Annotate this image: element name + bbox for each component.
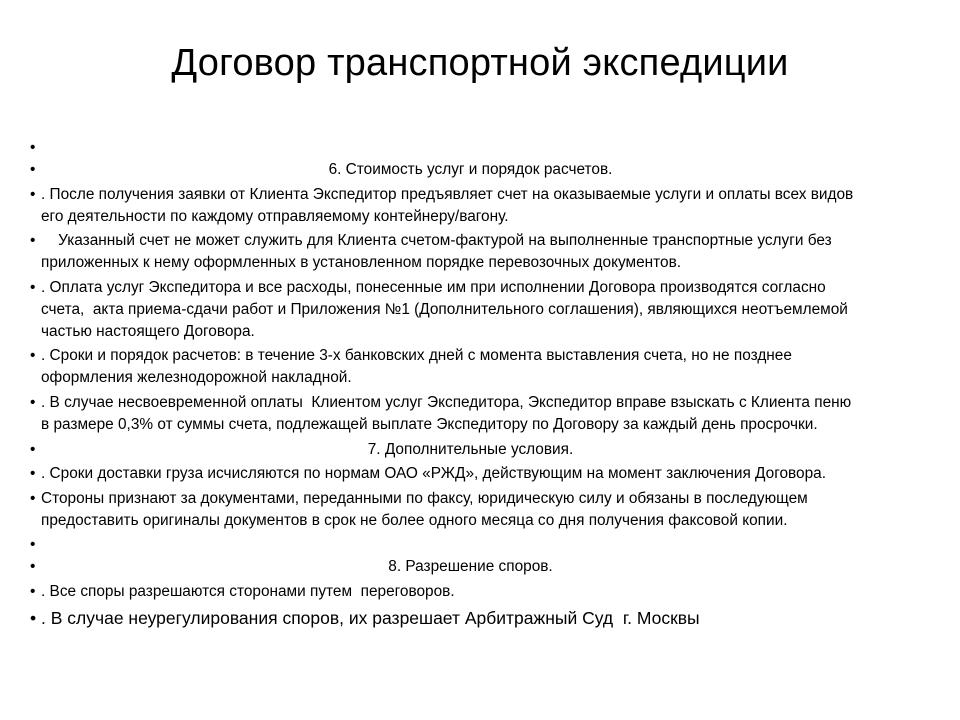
bullet-marker: • xyxy=(30,278,36,296)
list-item xyxy=(30,230,940,274)
list-item xyxy=(30,184,940,228)
list-item-text: 6. Стоимость услуг и порядок расчетов. xyxy=(328,161,613,178)
list-item-text: 7. Дополнительные условия. xyxy=(367,440,574,458)
list-item xyxy=(30,345,940,389)
list-item-text: Стороны признают за документами, переданными по факсу, юридическую силу и обязаны в последующем предоставить оригиналы документов в срок не более одного месяца со дня получения факсовой копии. xyxy=(41,489,808,529)
list-item-text: . Оплата услуг Экспедитора и все расходы, понесенные им при исполнении Договора производятся согласно счета, акта приема-сдачи работ и Приложения №1 (Дополнительного соглашения), являющихся неотъемлемой частью настоящего Договора. xyxy=(41,278,848,340)
bullet-marker: • xyxy=(30,393,36,411)
list-item xyxy=(30,137,940,159)
list-item xyxy=(30,439,940,461)
bullet-marker: • xyxy=(30,161,36,178)
list-item-text: . После получения заявки от Клиента Экспедитор предъявляет счет на оказываемые услуги и оплаты всех видов его деятельности по каждому отправляемому контейнеру/вагону. xyxy=(41,185,854,225)
list-item xyxy=(30,556,940,578)
list-item-text: 8. Разрешение споров. xyxy=(388,558,553,576)
bullet-marker: • xyxy=(30,347,36,365)
list-item xyxy=(30,581,940,603)
bullet-marker: • xyxy=(30,607,37,628)
bullet-marker: • xyxy=(30,440,36,458)
list-item-text: . Сроки и порядок расчетов: в течение 3-х банковских дней с момента выставления счета, но не позднее оформления железнодорожной накладной. xyxy=(41,347,792,387)
slide-title: Договор транспортной экспедиции xyxy=(171,42,789,84)
bullet-marker: • xyxy=(30,582,36,600)
list-item-text: Указанный счет не может служить для Клиента счетом-фактурой на выполненные транспортные услуги без приложенных к нему оформленных в установленном порядке перевозочных документов. xyxy=(41,232,832,272)
list-item xyxy=(30,534,940,556)
list-item xyxy=(30,277,940,343)
bullet-list xyxy=(30,137,940,634)
list-item xyxy=(30,463,940,485)
bullet-marker: • xyxy=(30,139,36,156)
bullet-marker: • xyxy=(30,232,36,250)
bullet-marker: • xyxy=(30,558,36,576)
list-item xyxy=(30,606,940,631)
list-item xyxy=(30,488,940,532)
bullet-marker: • xyxy=(30,489,36,507)
list-item xyxy=(30,159,940,181)
bullet-marker: • xyxy=(30,185,36,203)
list-item-text: . В случае неурегулирования споров, их разрешает Арбитражный Суд г. Москвы xyxy=(41,607,700,628)
bullet-marker: • xyxy=(30,465,36,483)
list-item-text: . В случае несвоевременной оплаты Клиентом услуг Экспедитора, Экспедитор вправе взыскать с Клиента пеню в размере 0,3% от суммы счета, подлежащей выплате Экспедитору по Договору за каждый день просрочки. xyxy=(41,393,852,433)
list-item xyxy=(30,392,940,436)
list-item-text: . Сроки доставки груза исчисляются по нормам ОАО «РЖД», действующим на момент заключения Договора. xyxy=(41,465,827,483)
list-item-text: . Все споры разрешаются сторонами путем переговоров. xyxy=(41,582,455,600)
bullet-marker: • xyxy=(30,536,36,554)
